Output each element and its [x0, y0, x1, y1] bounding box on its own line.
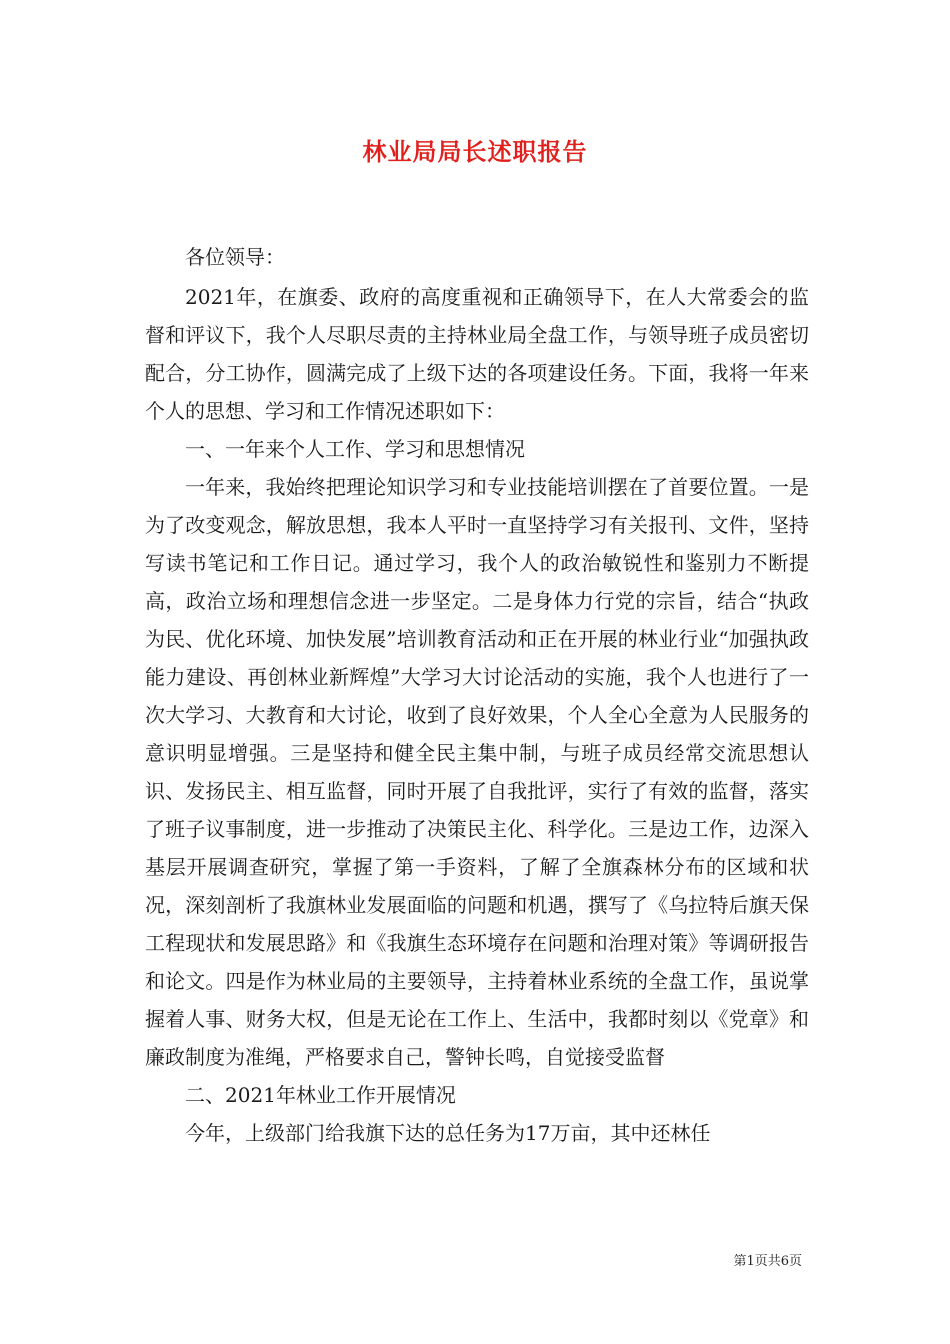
- document-title: 林业局局长述职报告: [362, 137, 588, 166]
- section-2-paragraph: 今年，上级部门给我旗下达的总任务为17万亩，其中还林任: [185, 1121, 711, 1145]
- section-heading-1: 一、一年来个人工作、学习和思想情况: [185, 437, 525, 461]
- section-1-paragraph: 一年来，我始终把理论知识学习和专业技能培训摆在了首要位置。一是为了改变观念，解放思想，我本人平时一直坚持学习有关报刊、文件，坚持写读书笔记和工作日记。通过学习，我个人的政治敏锐性和鉴别力不断提高，政治立场和理想信念进一步坚定。二是身体力行党的宗旨，结合“执政为民、优化环境、加快发展”培训教育活动和正在开展的林业行业“加强执政能力建设、再创林业新辉煌”大学习大讨论活动的实施，我个人也进行了一次大学习、大教育和大讨论，收到了良好效果，个人全心全意为人民服务的意识明显增强。三是坚持和健全民主集中制，与班子成员经常交流思想认识、发扬民主、相互监督，同时开展了自我批评，实行了有效的监督，落实了班子议事制度，进一步推动了决策民主化、科学化。三是边工作，边深入基层开展调查研究，掌握了第一手资料，了解了全旗森林分布的区域和状况，深刻剖析了我旗林业发展面临的问题和机遇，撰写了《乌拉特后旗天保工程现状和发展思路》和《我旗生态环境存在问题和治理对策》等调研报告和论文。四是作为林业局的主要领导，主持着林业系统的全盘工作，虽说掌握着人事、财务大权，但是无论在工作上、生活中，我都时刻以《党章》和廉政制度为准绳，严格要求自己，警钟长鸣，自觉接受监督: [145, 475, 809, 1069]
- salutation: 各位领导：: [185, 245, 285, 269]
- intro-paragraph: 2021年，在旗委、政府的高度重视和正确领导下，在人大常委会的监督和评议下，我个人尽职尽责的主持林业局全盘工作，与领导班子成员密切配合，分工协作，圆满完成了上级下达的各项建设任务。下面，我将一年来个人的思想、学习和工作情况述职如下：: [145, 285, 809, 423]
- document-body: [145, 238, 809, 1152]
- section-heading-2: 二、2021年林业工作开展情况: [185, 1083, 456, 1107]
- page-indicator: 第1页共6页: [733, 1254, 802, 1269]
